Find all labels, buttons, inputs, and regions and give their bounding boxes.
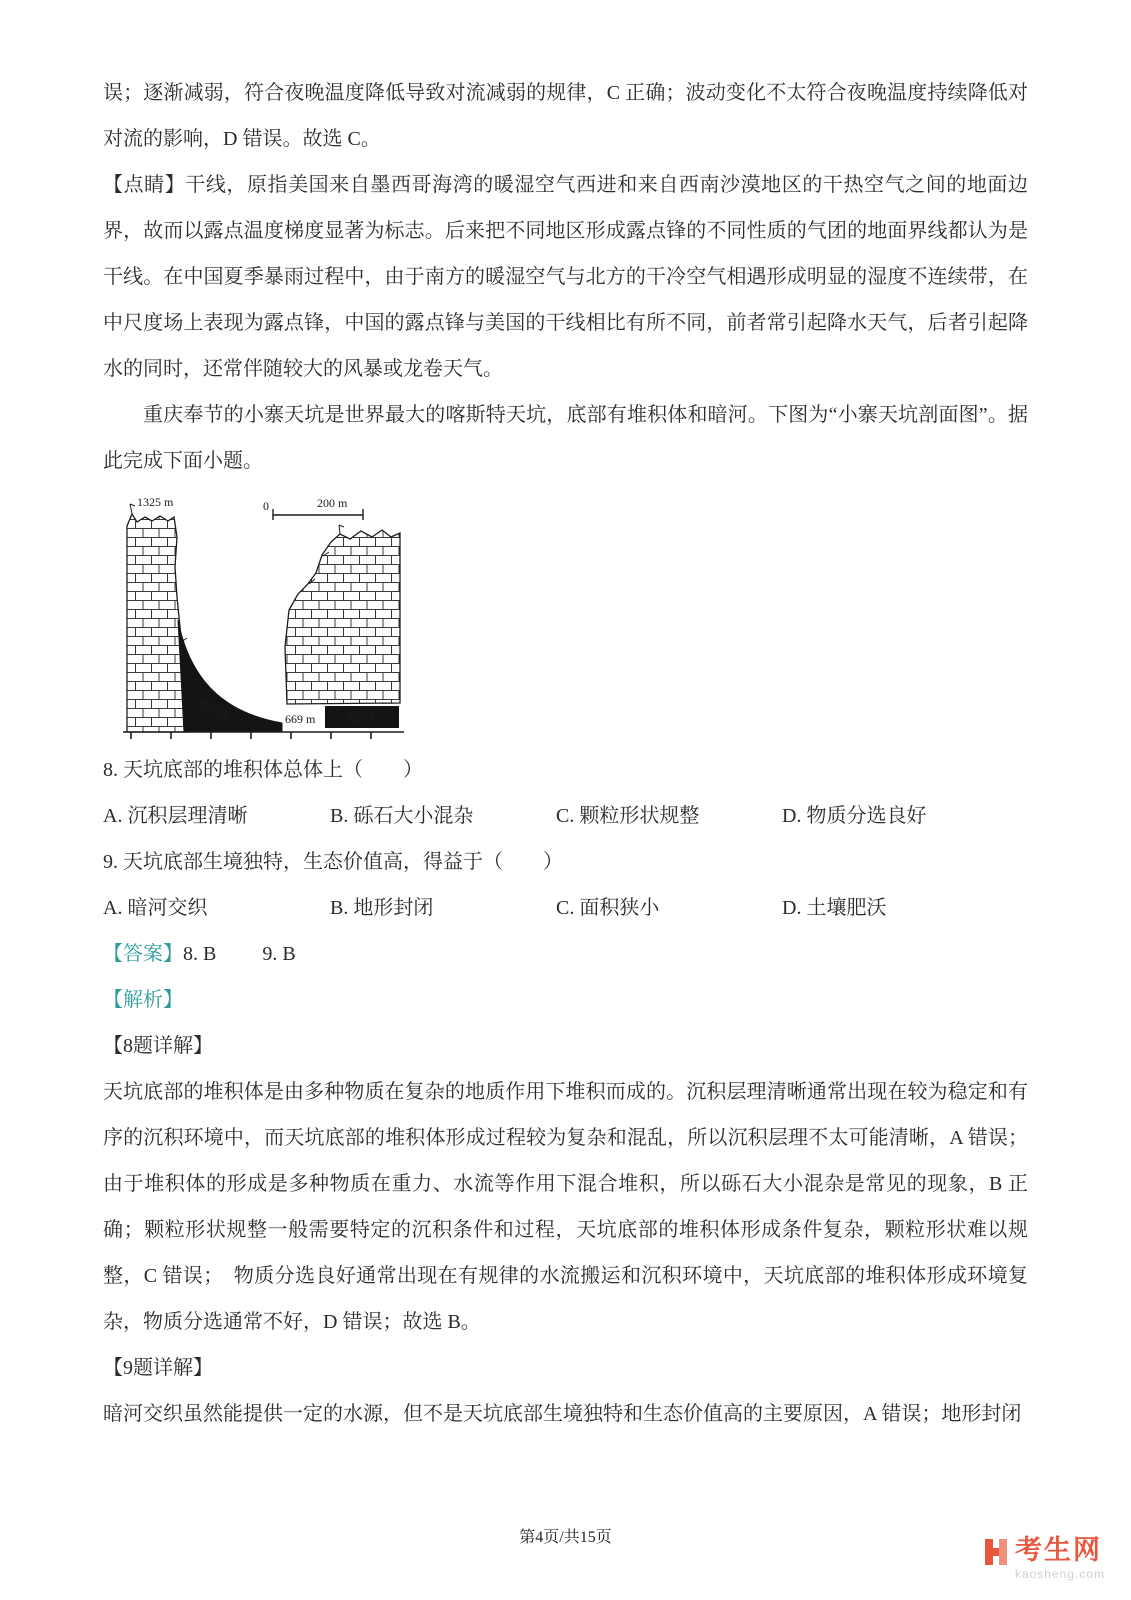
- answer-line: [103, 931, 1028, 977]
- detail-8-title: 【8题详解】: [103, 1035, 213, 1057]
- question-9-option-b: B. 地形封闭: [330, 897, 434, 919]
- question-8-option-c: C. 颗粒形状规整: [556, 805, 700, 827]
- watermark-domain: kaosheng.com: [1014, 1567, 1105, 1581]
- scale-length-label: 200 m: [317, 496, 348, 510]
- question-9-option-a: A. 暗河交织: [103, 897, 208, 919]
- scale-zero-label: 0: [263, 499, 269, 513]
- analysis-label-line: [103, 977, 1028, 1023]
- kaosheng-logo-icon: [983, 1537, 1009, 1567]
- question-9-stem: 9. 天坑底部生境独特，生态价值高，得益于（ ）: [103, 851, 563, 873]
- detail-9-body: 暗河交织虽然能提供一定的水源，但不是天坑底部生境独特和生态价值高的主要原因，A 错误；地形封闭: [103, 1403, 1022, 1425]
- scale-bar: [263, 496, 363, 520]
- question-8-option-d: D. 物质分选良好: [782, 805, 927, 827]
- answer-q9: 9. B: [262, 943, 296, 965]
- base-line: [123, 732, 404, 739]
- elevation-bottom-label: 669 m: [285, 712, 316, 726]
- answer-label: 【答案】: [103, 943, 183, 965]
- tiankeng-diagram: [119, 492, 411, 747]
- question-8-stem: 8. 天坑底部的堆积体总体上（ ）: [103, 759, 423, 781]
- question-8-options: [103, 793, 1028, 839]
- answer-q8: 8. B: [183, 943, 217, 965]
- question-9-option-c: C. 面积狭小: [556, 897, 660, 919]
- paragraph-dianjing-note: 【点睛】干线，原指美国来自墨西哥海湾的暖湿空气西进和来自西南沙漠地区的干热空气之间的地面边界，故而以露点温度梯度显著为标志。后来把不同地区形成露点锋的不同性质的气团的地面界线都认为是干线。在中国夏季暴雨过程中，由于南方的暖湿空气与北方的干冷空气相遇形成明显的湿度不连续带，在中尺度场上表现为露点锋，中国的露点锋与美国的干线相比有所不同，前者常引起降水天气，后者引起降水的同时，还常伴随较大的风暴或龙卷天气。: [103, 174, 1028, 380]
- elevation-top-label: 1325 m: [137, 495, 174, 509]
- paragraph-question-intro: 重庆奉节的小寨天坑是世界最大的喀斯特天坑，底部有堆积体和暗河。下图为“小寨天坑剖面图”。据此完成下面小题。: [103, 404, 1028, 472]
- detail-8-body: 天坑底部的堆积体是由多种物质在复杂的地质作用下堆积而成的。沉积层理清晰通常出现在较为稳定和有序的沉积环境中，而天坑底部的堆积体形成过程较为复杂和混乱，所以沉积层理不太可能清晰，A 错误；由于堆积体的形成是多种物质在重力、水流等作用下混合堆积，所以砾石大小混杂是常见的现象，B 正确；颗粒形状规整一般需要特定的沉积条件和过程，天坑底部的堆积体形成条件复杂，颗粒形状难以规整，C 错误； 物质分选良好通常出现在有规律的水流搬运和沉积环境中，天坑底部的堆积体形成环境复杂，物质分选通常不好，D 错误；故选 B。: [103, 1081, 1028, 1333]
- detail-9-title: 【9题详解】: [103, 1357, 213, 1379]
- left-cliff: [127, 514, 186, 732]
- analysis-label: 【解析】: [103, 989, 183, 1011]
- deposit-label: 堆积体: [193, 695, 233, 723]
- right-cliff: [285, 530, 400, 704]
- question-9-options: [103, 885, 1028, 931]
- watermark-brand: 考生网: [1014, 1535, 1102, 1565]
- site-watermark: [983, 1537, 1105, 1580]
- figure-tiankeng-cross-section: [119, 492, 1028, 747]
- watermark-text-block: [1015, 1537, 1105, 1580]
- question-8-option-b: B. 砾石大小混杂: [330, 805, 474, 827]
- underground-river-label: 暗河: [348, 710, 376, 725]
- paragraph-previous-answer-tail: 误；逐渐减弱，符合夜晚温度降低导致对流减弱的规律，C 正确；波动变化不太符合夜晚温度持续降低对对流的影响，D 错误。故选 C。: [103, 82, 1028, 150]
- question-8-option-a: A. 沉积层理清晰: [103, 805, 248, 827]
- page-number-footer: 第4页/共15页: [519, 1529, 612, 1546]
- question-9-option-d: D. 土壤肥沃: [782, 897, 887, 919]
